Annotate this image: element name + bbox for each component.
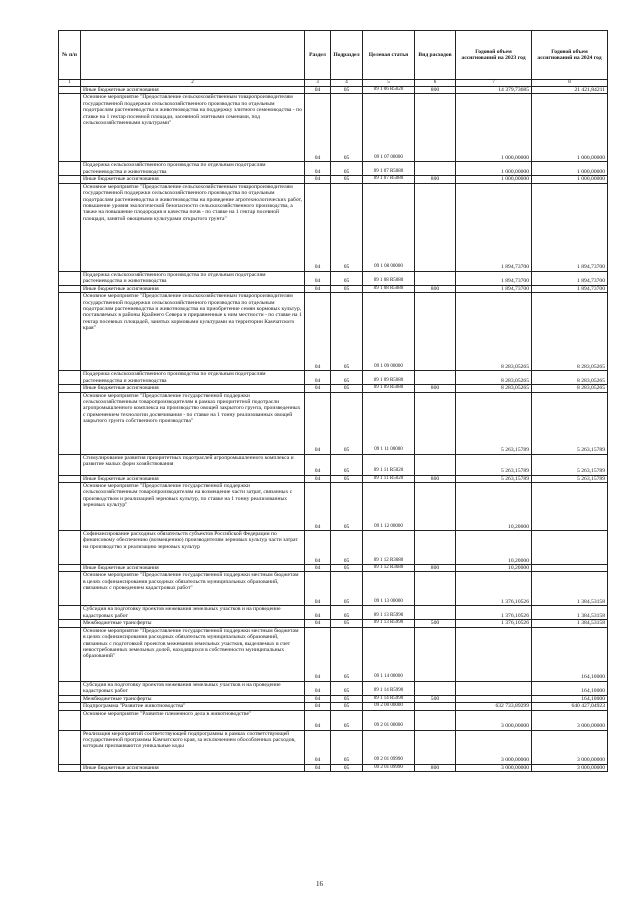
cell-target-article: 09 1 13 R5990: [363, 620, 415, 627]
cell-target-article: 09 1 14 00000: [363, 627, 415, 681]
cell-amount-2024: 3 000,00000: [532, 764, 608, 771]
cell-podrazdel: 05: [331, 730, 363, 764]
cell-razdel: 04: [305, 87, 331, 94]
cell-amount-2023: 3 000,00000: [456, 730, 532, 764]
table-header-row: [59, 31, 608, 80]
cell-num: [59, 183, 81, 271]
cell-amount-2023: 1 376,10526: [456, 620, 532, 627]
cell-target-article: 09 1 14 R5990: [363, 695, 415, 702]
cell-name: Софинансирование расходных обязательств субъектов Российской Федерации по финансовому обеспечению (возмещению) производителям зерновых культур части затрат на производство и реализацию зерновых культур: [81, 531, 305, 565]
cell-target-article: 09 2 01 09990: [363, 764, 415, 771]
cell-num: [59, 392, 81, 454]
cell-name: Основное мероприятие "Развитие племенного дела в животноводстве": [81, 710, 305, 730]
cell-target-article: 09 2 01 00000: [363, 710, 415, 730]
cell-amount-2023: 14 379,73685: [456, 87, 532, 94]
cell-amount-2024: 8 283,05265: [532, 293, 608, 371]
cell-amount-2023: 5 263,15789: [456, 392, 532, 454]
cell-razdel: 04: [305, 627, 331, 681]
cell-razdel: 04: [305, 94, 331, 162]
cell-name: Иные бюджетные ассигнования: [81, 475, 305, 482]
cell-amount-2023: 1 000,00000: [456, 94, 532, 162]
cell-razdel: 04: [305, 392, 331, 454]
cell-razdel: 04: [305, 483, 331, 531]
cell-razdel: 04: [305, 565, 331, 572]
table-row: [59, 565, 608, 572]
cell-expense-type: 800: [415, 285, 456, 292]
cell-target-article: 09 1 09 R5080: [363, 371, 415, 385]
cell-amount-2023: 5 263,15789: [456, 475, 532, 482]
table-row: [59, 392, 608, 454]
cell-razdel: 04: [305, 371, 331, 385]
table-row: [59, 531, 608, 565]
cell-expense-type: [415, 371, 456, 385]
cell-amount-2023: [456, 627, 532, 681]
table-row: [59, 271, 608, 285]
cell-amount-2023: 632 733,89299: [456, 703, 532, 710]
cell-amount-2023: 1 000,00000: [456, 162, 532, 176]
table-row: [59, 572, 608, 606]
cell-num: [59, 293, 81, 371]
cell-amount-2024: 5 263,15789: [532, 454, 608, 475]
table-row: [59, 162, 608, 176]
cell-expense-type: [415, 681, 456, 695]
cell-name: Основное мероприятие "Предоставление сельскохозяйственным товаропроизводителям государственной поддержки сельскохозяйственного производства по отдельным подотраслям растениеводства и животноводства на поддержку элитного семеноводства - по ставке на 1 гектар посевной площади, засеянной элитными семенами, под сельскохозяйственными культурами": [81, 94, 305, 162]
cell-num: [59, 385, 81, 392]
cell-podrazdel: 05: [331, 87, 363, 94]
cell-razdel: 04: [305, 454, 331, 475]
cell-amount-2024: 640 427,04923: [532, 703, 608, 710]
cell-amount-2024: 1 894,73700: [532, 285, 608, 292]
cell-num: [59, 271, 81, 285]
cell-amount-2023: 8 283,05265: [456, 385, 532, 392]
cell-expense-type: [415, 392, 456, 454]
cell-num: [59, 620, 81, 627]
cell-num: [59, 87, 81, 94]
cell-razdel: 04: [305, 285, 331, 292]
cell-name: Стимулирование развития приоритетных подотраслей агропромышленного комплекса и развитие малых форм хозяйствования: [81, 454, 305, 475]
cell-podrazdel: 05: [331, 94, 363, 162]
cell-num: [59, 606, 81, 620]
table-row: [59, 285, 608, 292]
col-number: 1: [59, 80, 81, 87]
col-number: 8: [532, 80, 608, 87]
cell-amount-2023: 1 376,10526: [456, 606, 532, 620]
cell-num: [59, 371, 81, 385]
table-row: [59, 620, 608, 627]
cell-expense-type: [415, 483, 456, 531]
col-number: 4: [331, 80, 363, 87]
cell-expense-type: [415, 730, 456, 764]
cell-expense-type: 800: [415, 475, 456, 482]
cell-razdel: 04: [305, 606, 331, 620]
cell-name: Иные бюджетные ассигнования: [81, 87, 305, 94]
cell-podrazdel: 05: [331, 271, 363, 285]
cell-name: Иные бюджетные ассигнования: [81, 176, 305, 183]
cell-razdel: 04: [305, 176, 331, 183]
cell-amount-2024: 1 000,00000: [532, 162, 608, 176]
cell-podrazdel: 05: [331, 483, 363, 531]
col-number: 3: [305, 80, 331, 87]
cell-target-article: 09 1 12 00000: [363, 483, 415, 531]
cell-target-article: 09 1 07 00000: [363, 94, 415, 162]
cell-amount-2024: [532, 565, 608, 572]
cell-amount-2024: 164,10000: [532, 695, 608, 702]
cell-razdel: 04: [305, 293, 331, 371]
cell-expense-type: 800: [415, 176, 456, 183]
cell-razdel: 04: [305, 531, 331, 565]
cell-podrazdel: 05: [331, 176, 363, 183]
cell-num: [59, 94, 81, 162]
header-expense-type: Вид расходов: [415, 31, 456, 80]
cell-amount-2023: 8 283,05265: [456, 293, 532, 371]
cell-razdel: 04: [305, 695, 331, 702]
cell-num: [59, 531, 81, 565]
cell-podrazdel: 05: [331, 681, 363, 695]
table-row: [59, 695, 608, 702]
cell-amount-2023: 1 894,73700: [456, 183, 532, 271]
header-target-article: Целевая статья: [363, 31, 415, 80]
cell-num: [59, 695, 81, 702]
col-number: 6: [415, 80, 456, 87]
cell-name: Межбюджетные трансферты: [81, 695, 305, 702]
table-row: [59, 454, 608, 475]
cell-name: Основное мероприятие "Предоставление государственной поддержки местным бюджетам в целях софинансирования расходных обязательств муниципальных образований, связанных с проведением кадастровых работ": [81, 572, 305, 606]
cell-num: [59, 572, 81, 606]
cell-target-article: 09 1 11 00000: [363, 392, 415, 454]
cell-podrazdel: 05: [331, 620, 363, 627]
cell-razdel: 04: [305, 162, 331, 176]
col-number: 2: [81, 80, 305, 87]
cell-target-article: 09 1 09 00000: [363, 293, 415, 371]
cell-num: [59, 710, 81, 730]
cell-podrazdel: 05: [331, 162, 363, 176]
cell-amount-2024: 21 421,84211: [532, 87, 608, 94]
table-row: [59, 385, 608, 392]
col-number: 7: [456, 80, 532, 87]
cell-num: [59, 730, 81, 764]
cell-target-article: 09 2 00 00000: [363, 703, 415, 710]
cell-razdel: 04: [305, 681, 331, 695]
cell-expense-type: [415, 627, 456, 681]
cell-podrazdel: 05: [331, 454, 363, 475]
cell-expense-type: [415, 710, 456, 730]
cell-expense-type: [415, 531, 456, 565]
cell-podrazdel: 05: [331, 703, 363, 710]
cell-podrazdel: 05: [331, 385, 363, 392]
cell-name: Реализация мероприятий соответствующей подпрограммы в рамках соответствующей государственной программы Камчатского края, за исключением обособленных расходов, которым присваиваются уникальные коды: [81, 730, 305, 764]
header-razdel: Раздел: [305, 31, 331, 80]
cell-name: Поддержка сельскохозяйственного производства по отдельным подотраслям растениеводства и животноводства: [81, 271, 305, 285]
cell-amount-2024: 1 000,00000: [532, 94, 608, 162]
cell-num: [59, 681, 81, 695]
cell-amount-2024: 164,10000: [532, 681, 608, 695]
header-podrazdel: Подраздел: [331, 31, 363, 80]
cell-podrazdel: 05: [331, 293, 363, 371]
cell-podrazdel: 05: [331, 475, 363, 482]
table-row: [59, 764, 608, 771]
header-name: [81, 31, 305, 80]
header-year-2024: Годовой объем ассигнований на 2024 год: [532, 31, 608, 80]
cell-razdel: 04: [305, 183, 331, 271]
cell-amount-2024: 1 384,53158: [532, 620, 608, 627]
cell-name: Основное мероприятие "Предоставление государственной поддержки местным бюджетам в целях софинансирования расходных обязательств муниципальных образований, связанных с подготовкой проектов межевания земельных участков, выделяемых в счет невостребованных земельных долей, находящихся в собственности муниципальных образований": [81, 627, 305, 681]
cell-amount-2024: 1 000,00000: [532, 176, 608, 183]
cell-name: Субсидия на подготовку проектов межевания земельных участков и на проведение кадастровых работ: [81, 681, 305, 695]
cell-target-article: 09 1 08 R5080: [363, 285, 415, 292]
cell-expense-type: [415, 454, 456, 475]
cell-podrazdel: 05: [331, 285, 363, 292]
cell-amount-2024: 8 283,05265: [532, 385, 608, 392]
cell-target-article: 09 2 01 09990: [363, 730, 415, 764]
cell-target-article: 09 1 12 R3680: [363, 531, 415, 565]
cell-amount-2023: 1 000,00000: [456, 176, 532, 183]
cell-target-article: 09 1 13 00000: [363, 572, 415, 606]
cell-expense-type: [415, 606, 456, 620]
cell-razdel: 04: [305, 572, 331, 606]
cell-expense-type: [415, 183, 456, 271]
cell-target-article: 09 1 13 R5990: [363, 606, 415, 620]
cell-expense-type: [415, 94, 456, 162]
cell-target-article: 09 1 09 R5080: [363, 385, 415, 392]
cell-expense-type: [415, 293, 456, 371]
cell-num: [59, 627, 81, 681]
cell-amount-2023: 3 000,00000: [456, 764, 532, 771]
cell-num: [59, 475, 81, 482]
table-row: [59, 710, 608, 730]
cell-podrazdel: 05: [331, 606, 363, 620]
table-row: [59, 371, 608, 385]
cell-amount-2023: [456, 695, 532, 702]
cell-target-article: 09 1 14 R5990: [363, 681, 415, 695]
cell-podrazdel: 05: [331, 183, 363, 271]
cell-amount-2023: 5 263,15789: [456, 454, 532, 475]
cell-podrazdel: 05: [331, 627, 363, 681]
cell-amount-2023: 10,20000: [456, 565, 532, 572]
header-num: № п/п: [59, 31, 81, 80]
column-number-row: [59, 80, 608, 87]
cell-podrazdel: 05: [331, 695, 363, 702]
cell-expense-type: [415, 703, 456, 710]
cell-name: Иные бюджетные ассигнования: [81, 565, 305, 572]
cell-target-article: 09 1 11 R5020: [363, 454, 415, 475]
cell-razdel: 04: [305, 703, 331, 710]
cell-razdel: 04: [305, 271, 331, 285]
table-row: [59, 483, 608, 531]
cell-amount-2023: 10,20000: [456, 483, 532, 531]
cell-podrazdel: 05: [331, 531, 363, 565]
cell-name: Межбюджетные трансферты: [81, 620, 305, 627]
cell-num: [59, 162, 81, 176]
table-row: [59, 176, 608, 183]
document-page: [58, 30, 607, 772]
cell-expense-type: 800: [415, 87, 456, 94]
cell-amount-2024: 1 384,53158: [532, 606, 608, 620]
cell-expense-type: 800: [415, 565, 456, 572]
cell-num: [59, 703, 81, 710]
cell-num: [59, 565, 81, 572]
cell-target-article: 09 1 12 R3680: [363, 565, 415, 572]
cell-amount-2024: 3 000,00000: [532, 730, 608, 764]
cell-name: Субсидия на подготовку проектов межевания земельных участков и на проведение кадастровых работ: [81, 606, 305, 620]
cell-expense-type: [415, 572, 456, 606]
cell-name: Поддержка сельскохозяйственного производства по отдельным подотраслям растениеводства и животноводства: [81, 162, 305, 176]
cell-name: Поддержка сельскохозяйственного производства по отдельным подотраслям растениеводства и животноводства: [81, 371, 305, 385]
cell-podrazdel: 05: [331, 572, 363, 606]
cell-amount-2023: 1 376,10526: [456, 572, 532, 606]
cell-num: [59, 483, 81, 531]
cell-target-article: 09 1 08 00000: [363, 183, 415, 271]
cell-num: [59, 764, 81, 771]
cell-num: [59, 454, 81, 475]
cell-amount-2023: 3 000,00000: [456, 710, 532, 730]
cell-target-article: 09 1 06 R5020: [363, 87, 415, 94]
page-number: 16: [316, 880, 323, 888]
cell-amount-2024: 1 384,53158: [532, 572, 608, 606]
cell-amount-2023: 8 283,05265: [456, 371, 532, 385]
table-row: [59, 183, 608, 271]
header-year-2023: Годовой объем ассигнований на 2023 год: [456, 31, 532, 80]
cell-podrazdel: 05: [331, 565, 363, 572]
cell-amount-2024: [532, 531, 608, 565]
cell-expense-type: 500: [415, 695, 456, 702]
cell-name: Подпрограмма "Развитие животноводства": [81, 703, 305, 710]
cell-expense-type: [415, 271, 456, 285]
cell-target-article: 09 1 07 R5080: [363, 162, 415, 176]
cell-amount-2024: [532, 483, 608, 531]
cell-expense-type: 800: [415, 385, 456, 392]
cell-name: Основное мероприятие "Предоставление сельскохозяйственным товаропроизводителям государственной поддержки сельскохозяйственного производства по отдельным подотраслям растениеводства и животноводства на приобретение семян кормовых культур, поставляемых в районы Крайнего Севера и приравненные к ним местности - по ставке на 1 гектар посевных площадей, занятых кормовыми культурами на территории Камчатского края": [81, 293, 305, 371]
cell-amount-2023: 1 894,73700: [456, 285, 532, 292]
cell-num: [59, 176, 81, 183]
cell-name: Иные бюджетные ассигнования: [81, 385, 305, 392]
cell-amount-2023: [456, 681, 532, 695]
cell-amount-2024: 3 000,00000: [532, 710, 608, 730]
cell-amount-2024: 8 283,05265: [532, 371, 608, 385]
cell-amount-2024: 1 894,73700: [532, 271, 608, 285]
cell-razdel: 04: [305, 710, 331, 730]
table-row: [59, 606, 608, 620]
cell-name: Основное мероприятие "Предоставление государственной поддержки сельскохозяйственным товаропроизводителям в рамках приоритетной подотрасли агропромышленного комплекса на производство овощей закрытого грунта, произведенных с применением технологии досвечивания - по ставке на 1 тонну реализованных овощей закрытого грунта собственного производства": [81, 392, 305, 454]
cell-target-article: 09 1 08 R5080: [363, 271, 415, 285]
col-number: 5: [363, 80, 415, 87]
cell-podrazdel: 05: [331, 710, 363, 730]
table-row: [59, 627, 608, 681]
table-row: [59, 730, 608, 764]
cell-podrazdel: 05: [331, 392, 363, 454]
cell-num: [59, 285, 81, 292]
cell-target-article: 09 1 07 R5080: [363, 176, 415, 183]
table-row: [59, 94, 608, 162]
cell-expense-type: [415, 162, 456, 176]
cell-podrazdel: 05: [331, 371, 363, 385]
cell-amount-2024: 1 894,73700: [532, 183, 608, 271]
cell-amount-2024: 5 263,15789: [532, 475, 608, 482]
cell-name: Иные бюджетные ассигнования: [81, 285, 305, 292]
cell-amount-2023: 1 894,73700: [456, 271, 532, 285]
cell-expense-type: 500: [415, 620, 456, 627]
table-row: [59, 87, 608, 94]
cell-razdel: 04: [305, 620, 331, 627]
cell-razdel: 04: [305, 385, 331, 392]
cell-razdel: 04: [305, 475, 331, 482]
cell-name: Основное мероприятие "Предоставление государственной поддержки сельскохозяйственным товаропроизводителям на возмещение части затрат, связанных с производством и реализацией зерновых культур, по ставке на 1 тонну реализованных зерновых культур": [81, 483, 305, 531]
table-row: [59, 703, 608, 710]
budget-table: [58, 30, 608, 772]
cell-amount-2023: 10,20000: [456, 531, 532, 565]
cell-target-article: 09 1 11 R5020: [363, 475, 415, 482]
cell-amount-2024: 164,10000: [532, 627, 608, 681]
cell-name: Основное мероприятие "Предоставление сельскохозяйственным товаропроизводителям государственной поддержки сельскохозяйственного производства по отдельным подотраслям растениеводства и животноводства на проведение агротехнологических работ, повышение уровня экологической безопасности сельскохозяйственного производства, а также на повышение плодородия и качества почв - по ставке на 1 гектар посевной площади, занятой овощными культурами открытого грунта": [81, 183, 305, 271]
cell-amount-2024: 5 263,15789: [532, 392, 608, 454]
table-row: [59, 681, 608, 695]
table-row: [59, 475, 608, 482]
table-row: [59, 293, 608, 371]
cell-name: Иные бюджетные ассигнования: [81, 764, 305, 771]
cell-razdel: 04: [305, 764, 331, 771]
cell-expense-type: 800: [415, 764, 456, 771]
cell-podrazdel: 05: [331, 764, 363, 771]
cell-razdel: 04: [305, 730, 331, 764]
